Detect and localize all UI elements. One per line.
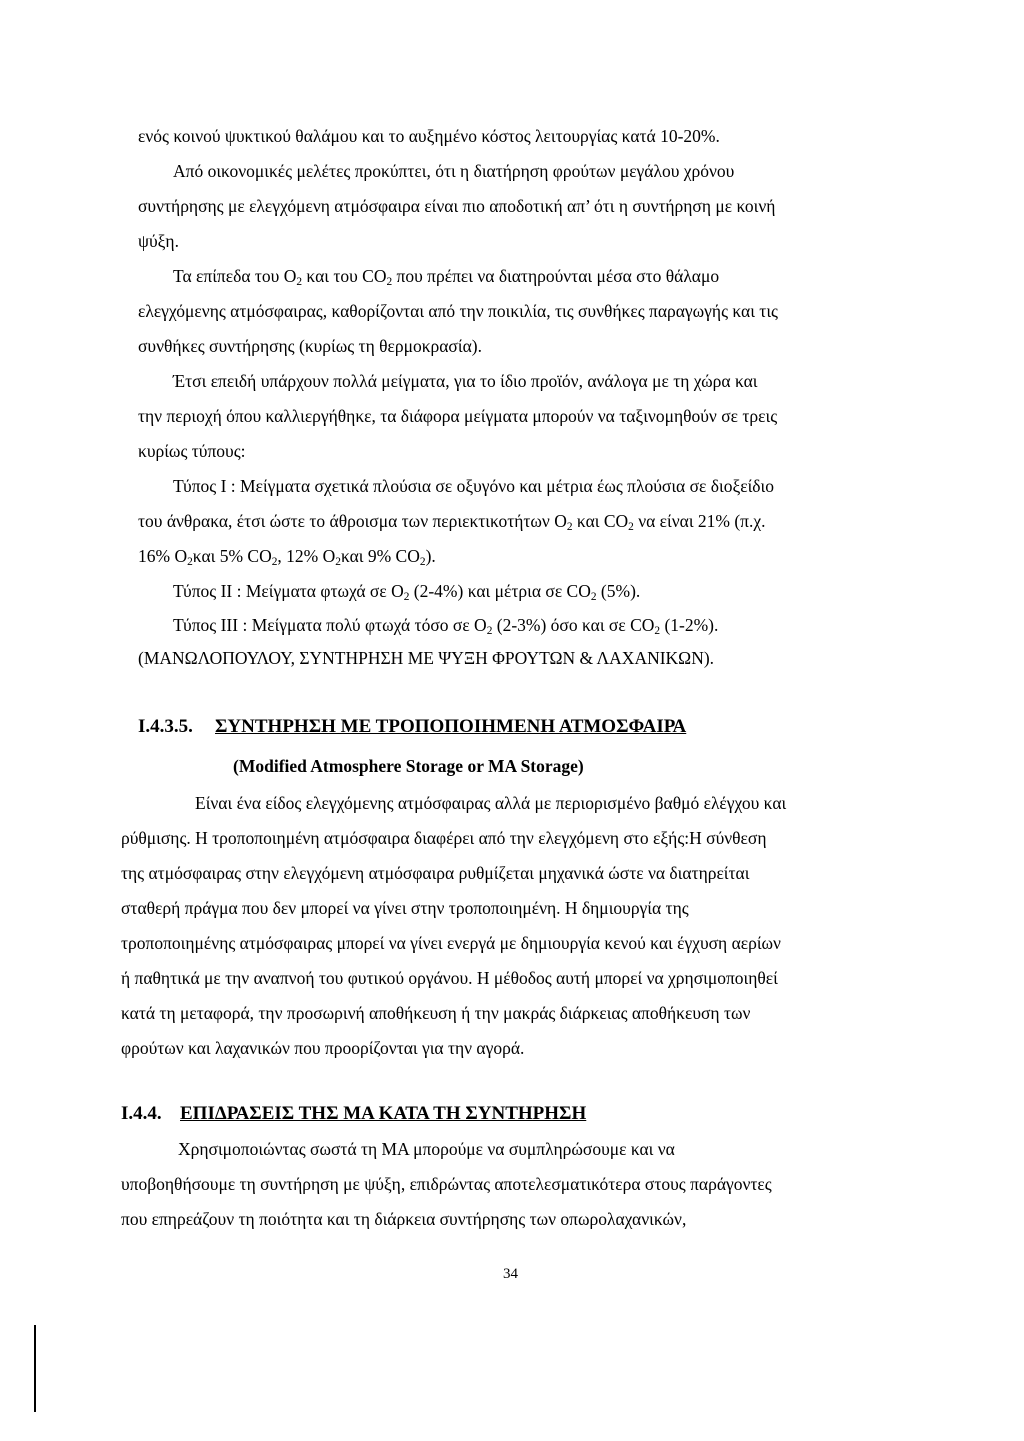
paragraph-line: Από οικονομικές μελέτες προκύπτει, ότι η διατήρηση φρούτων μεγάλου χρόνου [173,161,735,181]
section-number: Ι.4.4. [121,1103,162,1124]
paragraph-line: συνθήκες συντήρησης (κυρίως τη θερμοκρασία). [138,336,482,356]
paragraph-line: φρούτων και λαχανικών που προορίζονται για την αγορά. [121,1038,525,1058]
paragraph-line: ή παθητικά με την αναπνοή του φυτικού οργάνου. Η μέθοδος αυτή μπορεί να χρησιμοποιηθεί [121,968,778,988]
type-i-line: Τύπος Ι : Μείγματα σχετικά πλούσια σε οξυγόνο και μέτρια έως πλούσια σε διοξείδιο [173,476,775,496]
reference-line: (ΜΑΝΩΛΟΠΟΥΛΟΥ, ΣΥΝΤΗΡΗΣΗ ΜΕ ΨΥΞΗ ΦΡΟΥΤΩΝ & ΛΑΧΑΝΙΚΩΝ). [138,648,715,668]
type-i-line: 16% $O_2\kappa\alpha\iota$ 5% $CO_2$, 12% $O_2\kappa\alpha\iota$ 9% $CO_2$). [138,546,436,568]
paragraph-line: σταθερή πράγμα που δεν μπορεί να γίνει στην τροποποιημένη. Η δημιουργία της [121,898,689,918]
section-title: ΕΠΙΔΡΑΣΕΙΣ ΤΗΣ ΜΑ ΚΑΤΑ ΤΗ ΣΥΝΤΗΡΗΣΗ [180,1103,587,1124]
section-title: ΣΥΝΤΗΡΗΣΗ ΜΕ ΤΡΟΠΟΠΟΙΗΜΕΝΗ ΑΤΜΟΣΦΑΙΡΑ [215,716,687,737]
paragraph-line: Έτσι επειδή υπάρχουν πολλά μείγματα, για το ίδιο προϊόν, ανάλογα με τη χώρα και [173,371,758,391]
type-i-line: του άνθρακα, έτσι ώστε το άθροισμα των περιεκτικοτήτων $O_2$ και $CO_2$ να είναι 21% (π.χ. [138,511,766,533]
paragraph-line: κατά τη μεταφορά, την προσωρινή αποθήκευση ή την μακράς διάρκειας αποθήκευση των [121,1003,751,1023]
paragraph-line: την περιοχή όπου καλλιεργήθηκε, τα διάφορα μείγματα μπορούν να ταξινομηθούν σε τρεις [138,406,778,426]
paragraph-line: Χρησιμοποιώντας σωστά τη ΜΑ μπορούμε να συμπληρώσουμε και να [178,1139,675,1159]
section-number: Ι.4.3.5. [138,716,193,737]
paragraph-line: ρύθμισης. Η τροποποιημένη ατμόσφαιρα διαφέρει από την ελεγχόμενη στο εξής:Η σύνθεση [121,828,767,848]
section-subtitle: (Modified Atmosphere Storage or MA Storage) [233,756,584,776]
paragraph-line: ελεγχόμενης ατμόσφαιρας, καθορίζονται από την ποικιλία, τις συνθήκες παραγωγής και τις [138,301,778,321]
paragraph-line: ενός κοινού ψυκτικού θαλάμου και το αυξημένο κόστος λειτουργίας κατά 10-20%. [138,126,720,146]
paragraph-line: υποβοηθήσουμε τη συντήρηση με ψύξη, επιδρώντας αποτελεσματικότερα στους παράγοντες [121,1174,772,1194]
paragraph-line: της ατμόσφαιρας στην ελεγχόμενη ατμόσφαιρα ρυθμίζεται μηχανικά ώστε να διατηρείται [121,863,750,883]
paragraph-line: συντήρησης με ελεγχόμενη ατμόσφαιρα είναι πιο αποδοτική απ’ ότι η συντήρηση με κοινή [138,196,776,216]
paragraph-line: κυρίως τύπους: [138,441,246,461]
paragraph-line: που επηρεάζουν τη ποιότητα και τη διάρκεια συντήρησης των οπωρολαχανικών, [121,1209,687,1229]
type-iii-line: Τύπος ΙΙΙ : Μείγματα πολύ φτωχά τόσο σε $O_2$ (2-3%) όσο και σε $CO_2$ (1-2%). [173,615,719,637]
paragraph-line: ψύξη. [138,231,179,251]
margin-bar [34,1325,36,1412]
paragraph-line: Είναι ένα είδος ελεγχόμενης ατμόσφαιρας αλλά με περιορισμένο βαθμό ελέγχου και [195,793,787,813]
paragraph-line: τροποποιημένης ατμόσφαιρας μπορεί να γίνει ενεργά με δημιουργία κενού και έγχυση αερίων [121,933,781,953]
page-number: 34 [503,1266,518,1282]
type-ii-line: Τύπος ΙΙ : Μείγματα φτωχά σε $O_2$ (2-4%) και μέτρια σε $CO_2$ (5%). [173,581,641,603]
paragraph-line: Τα επίπεδα του $O_2$ και του $CO_2$ που πρέπει να διατηρούνται μέσα στο θάλαμο [173,266,720,288]
